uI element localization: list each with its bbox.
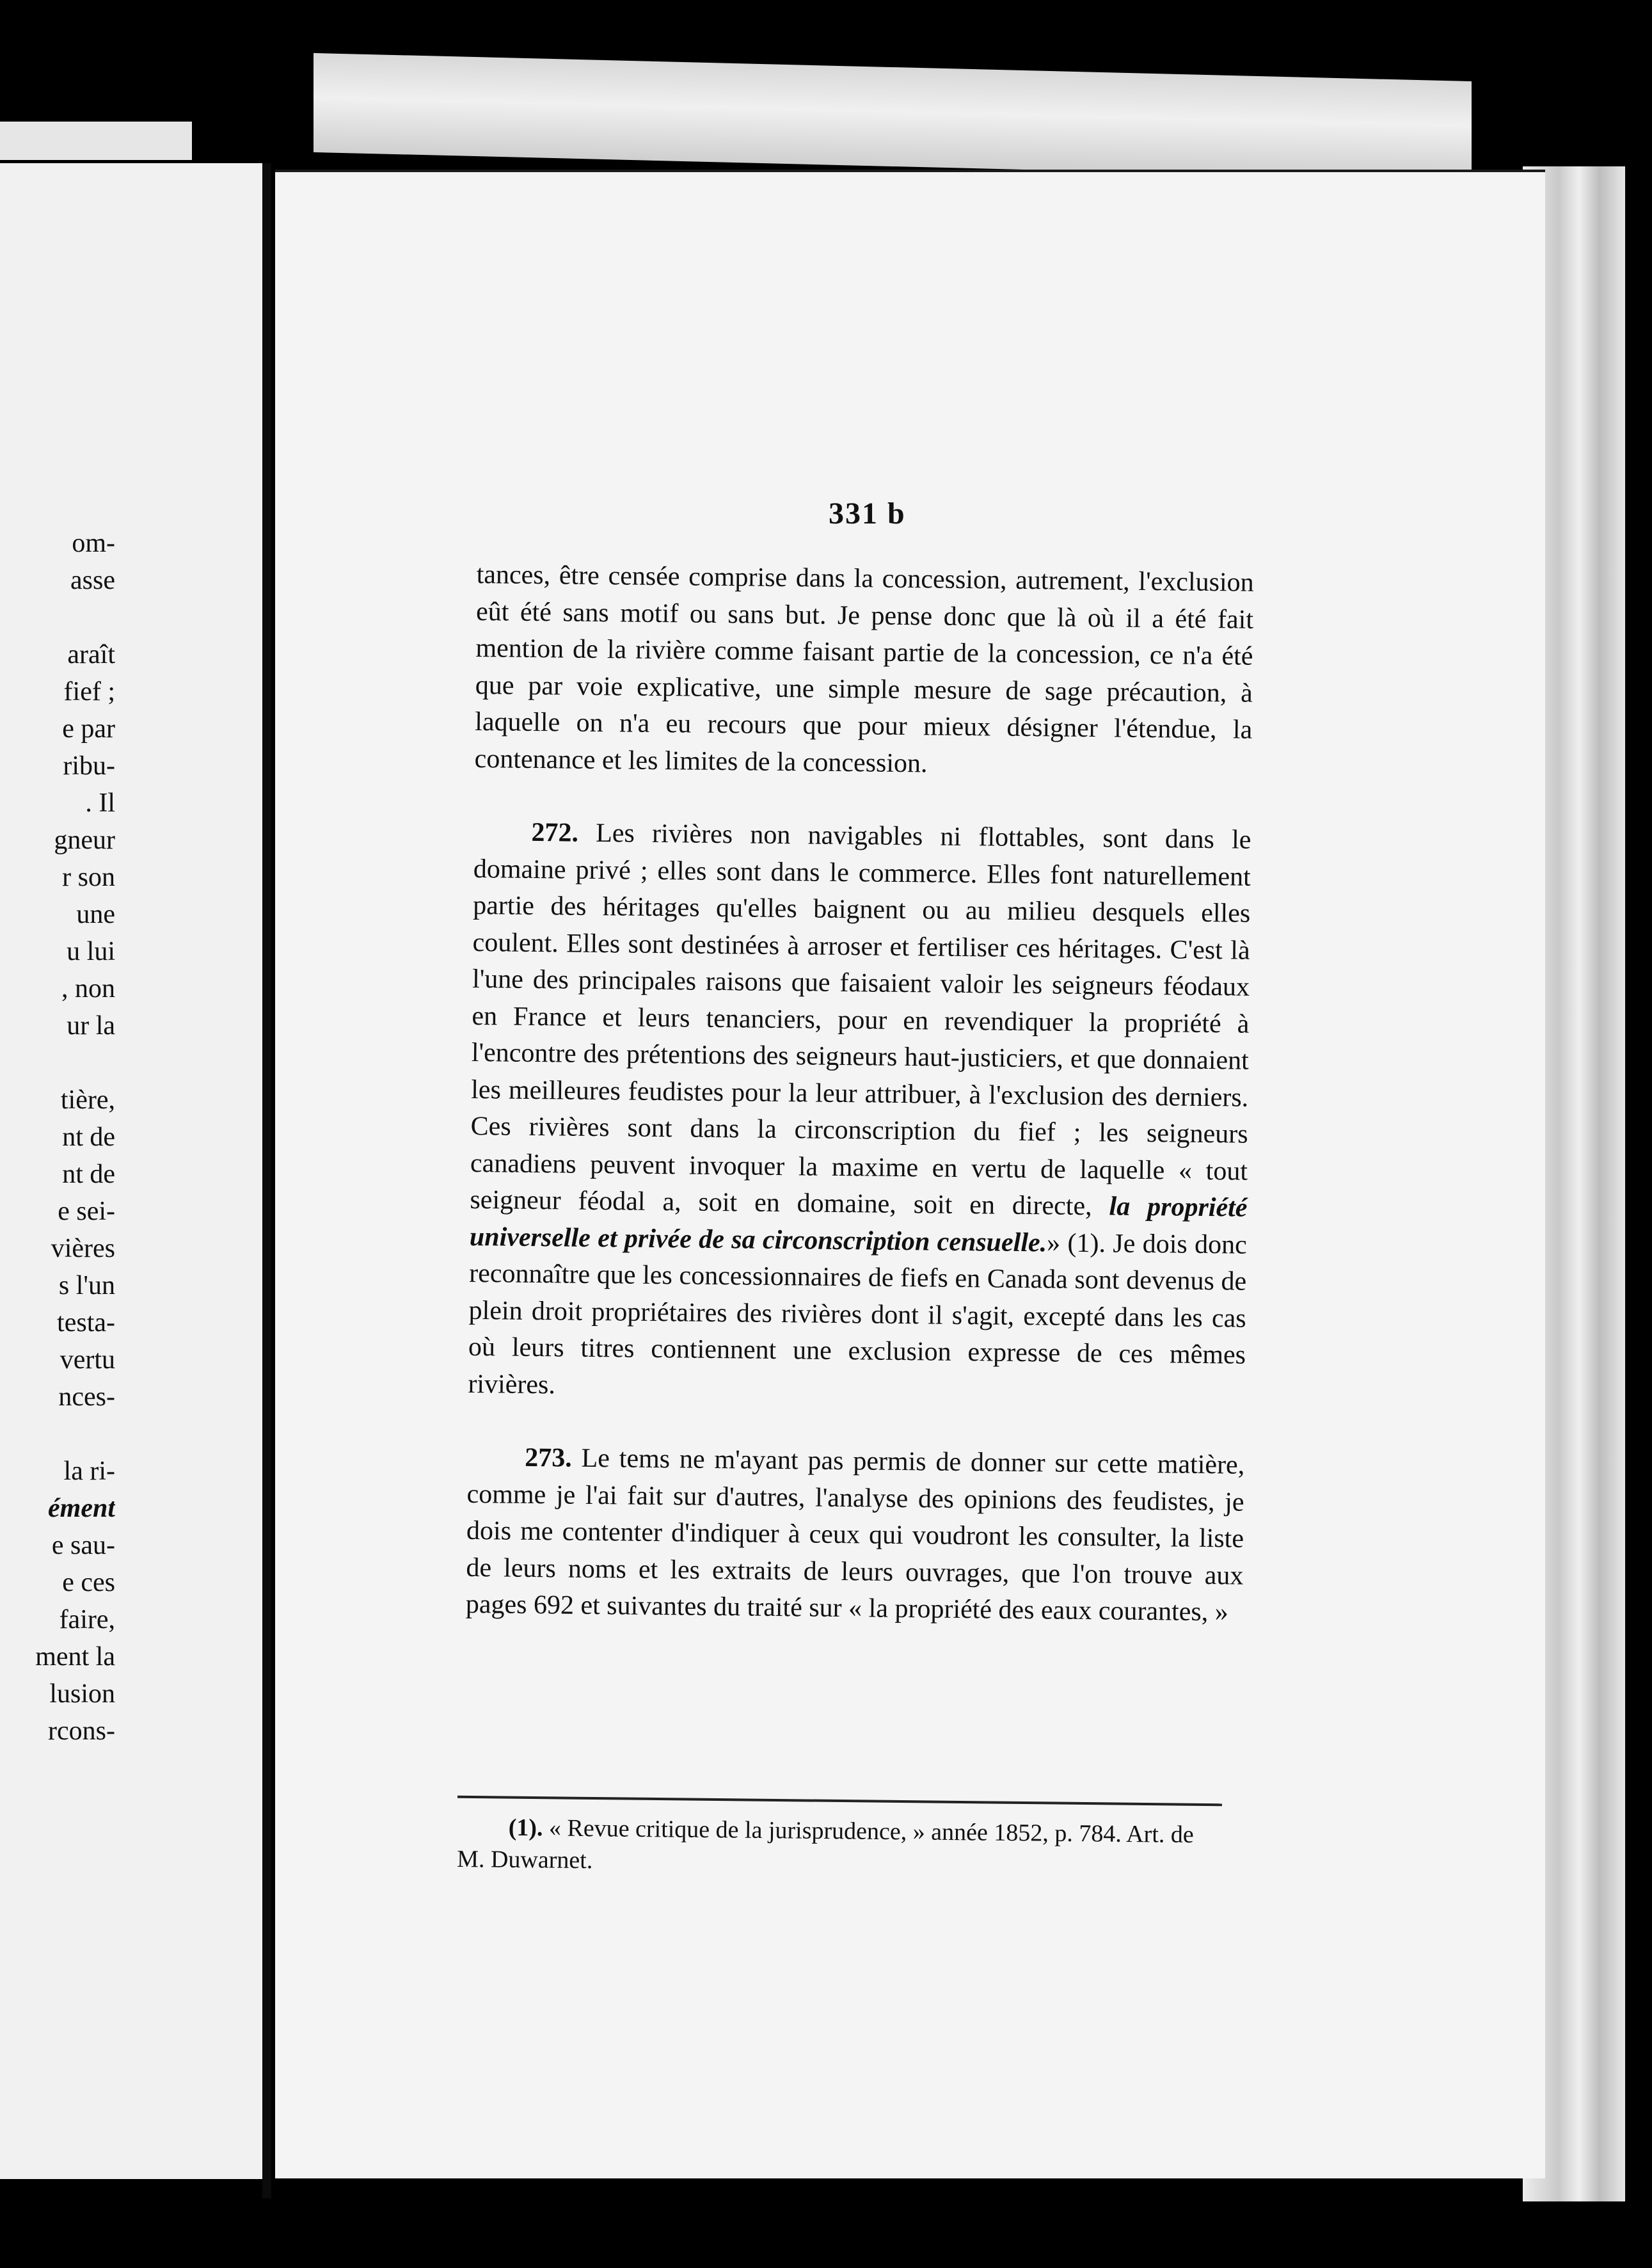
paragraph-273 bbox=[466, 1439, 1245, 1631]
left-fragment: r son bbox=[62, 863, 115, 892]
left-fragment: e sei- bbox=[58, 1197, 115, 1226]
left-fragment: rcons- bbox=[48, 1716, 115, 1746]
left-fragment: gneur bbox=[54, 826, 115, 855]
left-fragment: nt de bbox=[62, 1122, 115, 1152]
left-fragment: ment la bbox=[35, 1642, 115, 1672]
left-fragment: vières bbox=[51, 1234, 115, 1263]
paragraph-number: 272. bbox=[531, 817, 579, 848]
paragraph-text: » (1). Je dois donc reconnaître que les concessionnaires de fiefs en Canada sont devenus de plein droit propriétaires des rivières dont il s'agit, excepté dans les cas où leurs titres contiennent une exclusion expresse de ces mêmes rivières. bbox=[468, 1227, 1248, 1400]
left-fragment: e ces bbox=[62, 1568, 115, 1597]
left-fragment: e par bbox=[62, 714, 115, 744]
page-number: 331 b bbox=[829, 497, 906, 531]
left-fragment: une bbox=[76, 900, 115, 929]
left-fragment: s l'un bbox=[58, 1271, 115, 1300]
paragraph-text: Les rivières non navigables ni flottables, sont dans le domaine privé ; elles sont dans le commerce. Elles font naturellement partie des héritages qu'elles baignent ou au milieu desquels elles coulent. Elles sont destinées à arroser et fertiliser ces héritages. C'est là l'une des principales raisons que faisaient valoir les seigneurs féodaux en France et leurs tenanciers, pour en revendiquer la propriété à l'encontre des prétentions des seigneurs haut-justiciers, et que donnaient les meilleures feudistes pour la leur attribuer, à l'exclusion des derniers. Ces rivières sont dans la circonscription du fief ; les seigneurs canadiens peuvent invoquer la maxime en vertu de laquelle « tout seigneur féodal a, soit en domaine, soit en directe, bbox=[470, 818, 1251, 1222]
left-fragment: vertu bbox=[60, 1345, 115, 1375]
left-fragment bbox=[0, 1416, 115, 1453]
left-fragment: ément bbox=[48, 1494, 115, 1523]
left-fragment: e sau- bbox=[51, 1531, 115, 1560]
left-fragment: lusion bbox=[49, 1679, 115, 1709]
left-page-top-edge bbox=[0, 122, 192, 160]
left-fragment: faire, bbox=[59, 1605, 115, 1634]
left-fragment: asse bbox=[70, 566, 115, 595]
left-fragment: u lui bbox=[67, 937, 115, 966]
left-fragment: fief ; bbox=[63, 677, 115, 707]
left-page-text-fragments bbox=[0, 525, 115, 1750]
footnote-text: « Revue critique de la jurisprudence, » année 1852, p. 784. Art. de M. Duwarnet. bbox=[456, 1814, 1194, 1874]
left-fragment: araît bbox=[67, 640, 115, 669]
italic-quote: la propriété universelle et privée de sa circonscription censuelle. bbox=[469, 1192, 1248, 1258]
left-fragment: la ri- bbox=[63, 1457, 115, 1486]
paragraph-272 bbox=[468, 814, 1251, 1411]
paragraph-number: 273. bbox=[525, 1442, 572, 1473]
left-fragment: , non bbox=[61, 974, 115, 1003]
left-fragment: testa- bbox=[57, 1308, 115, 1338]
book-spine bbox=[262, 163, 271, 2198]
left-fragment bbox=[0, 599, 115, 636]
page-edge-strip bbox=[314, 53, 1472, 180]
paragraph-continuation: tances, être censée comprise dans la concession, autrement, l'exclusion eût été sans motif ou sans but. Je pense donc que là où il a été fait mention de la rivière comme faisant partie de la concession, ce n'a été que par voie explicative, une simple mesure de sage précaution, à laquelle on n'a eu recours que pour mieux désigner l'étendue, la contenance et les limites de la concession. bbox=[474, 559, 1254, 778]
footnote-number: (1). bbox=[508, 1814, 543, 1842]
main-text bbox=[466, 557, 1254, 1631]
left-fragment: ribu- bbox=[63, 751, 115, 781]
paragraph-text: Le tems ne m'ayant pas permis de donner sur cette matière, comme je l'ai fait sur d'autres, l'analyse des opinions des feudistes, je dois me contenter d'indiquer à ceux qui voudront les consulter, la liste de leurs noms et les extraits de leurs ouvrages, que l'on trouve aux pages 692 et suivantes du traité sur « la propriété des eaux courantes, » bbox=[465, 1443, 1245, 1627]
left-fragment: nt de bbox=[62, 1160, 115, 1189]
left-fragment: nces- bbox=[58, 1382, 115, 1412]
left-fragment: om- bbox=[72, 529, 115, 558]
left-fragment bbox=[0, 1044, 115, 1082]
left-fragment: . Il bbox=[85, 788, 115, 818]
footnote bbox=[457, 1811, 1222, 1883]
left-fragment: ur la bbox=[67, 1011, 115, 1041]
left-fragment: tière, bbox=[60, 1085, 115, 1115]
